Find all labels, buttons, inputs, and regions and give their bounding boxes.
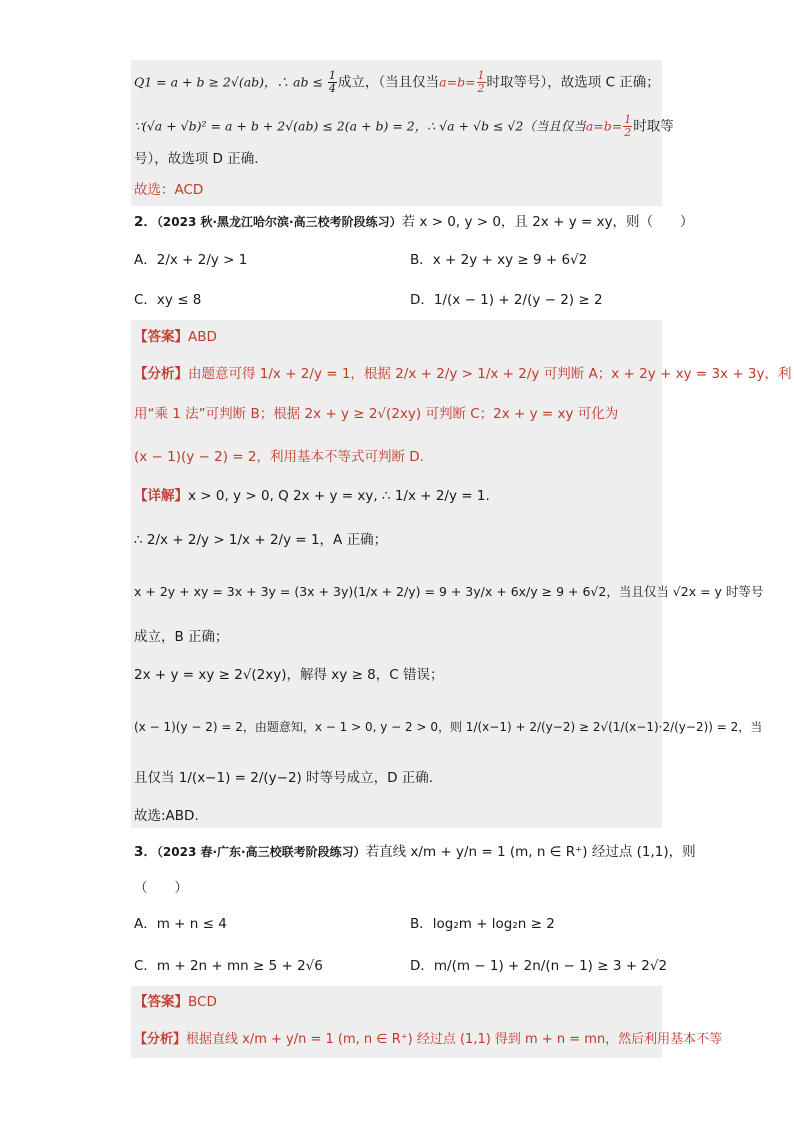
top-line-3: 号），故选项 D 正确. xyxy=(134,151,259,167)
q2-source: （2023 秋·黑龙江哈尔滨·高三校考阶段练习） xyxy=(156,215,402,229)
q3-analysis-text: 根据直线 x/m + y/n = 1 (m, n ∈ R⁺) 经过点 (1,1) 得到 m + n = mn，然后利用基本不等 xyxy=(186,1032,723,1047)
q3-stem-2: （ ） xyxy=(134,880,188,896)
q2-analysis-tag: 【分析】 xyxy=(134,366,188,382)
fraction xyxy=(623,114,632,139)
top-line-1 xyxy=(134,70,660,95)
q2-detail-4: 成立，B 正确； xyxy=(134,629,229,645)
fraction-denominator: 2 xyxy=(624,126,632,139)
fraction-numerator: 1 xyxy=(477,69,485,82)
fraction-numerator: 1 xyxy=(328,69,336,82)
top-line-2-condition: a=b= xyxy=(585,118,623,134)
q2-answer-value: ABD xyxy=(188,329,217,345)
q2-analysis-2: 用“乘 1 法”可判断 B；根据 2x + y ≥ 2√(2xy) 可判断 C；2x + y = xy 可化为 xyxy=(134,406,619,422)
q2-answer-tag: 【答案】 xyxy=(134,329,188,345)
q2-detail-7: 且仅当 1/(x−1) = 2/(y−2) 时等号成立，D 正确. xyxy=(134,770,434,786)
q2-number: 2． xyxy=(134,214,157,230)
q2-choice: 故选:ABD. xyxy=(134,808,199,824)
top-line-1-text: 成立，（当且仅当 xyxy=(337,74,440,91)
fraction-denominator: 2 xyxy=(477,82,485,95)
fraction xyxy=(328,70,337,95)
q3-stem-text: 若直线 x/m + y/n = 1 (m, n ∈ R⁺) 经过点 (1,1)，则 xyxy=(365,844,696,860)
top-line-2 xyxy=(134,114,674,139)
q2-detail-tag: 【详解】 xyxy=(134,488,188,504)
q3-number: 3． xyxy=(134,844,157,860)
q2-detail-3: x + 2y + xy = 3x + 3y = (3x + 3y)(1/x + 2/y) = 9 + 3y/x + 6x/y ≥ 9 + 6√2，当且仅当 √2x = y 时等号 xyxy=(134,584,764,599)
q2-stem-text: 若 x > 0, y > 0，且 2x + y = xy，则（ ） xyxy=(401,214,694,230)
q3-option-c: C．m + 2n + mn ≥ 5 + 2√6 xyxy=(134,958,323,974)
top-line-2-tail: 时取等 xyxy=(633,118,674,135)
q3-option-d: D．m/(m − 1) + 2n/(n − 1) ≥ 3 + 2√2 xyxy=(410,958,668,974)
q2-detail-2: ∴ 2/x + 2/y > 1/x + 2/y = 1，A 正确； xyxy=(134,532,388,548)
q3-analysis-tag: 【分析】 xyxy=(134,1032,187,1047)
q3-answer xyxy=(134,992,217,1012)
q3-option-b: B．log₂m + log₂n ≥ 2 xyxy=(410,916,555,932)
top-line-1-math: Q1 = a + b ≥ 2√(ab)，∴ ab ≤ xyxy=(134,74,327,90)
q2-detail-6: (x − 1)(y − 2) = 2，由题意知，x − 1 > 0, y − 2 > 0，则 1/(x−1) + 2/(y−2) ≥ 2√(1/(x−1)·2/(y−2)) = 2，当 xyxy=(134,720,763,734)
q2-option-a: A．2/x + 2/y > 1 xyxy=(134,252,248,268)
q2-analysis-3: (x − 1)(y − 2) = 2，利用基本不等式可判断 D. xyxy=(134,449,424,465)
q2-option-b: B．x + 2y + xy ≥ 9 + 6√2 xyxy=(410,252,588,268)
q3-source: （2023 春·广东·高三校联考阶段练习） xyxy=(156,845,366,859)
q3-stem xyxy=(134,842,696,862)
q2-detail-5: 2x + y = xy ≥ 2√(2xy)，解得 xy ≥ 8，C 错误； xyxy=(134,667,444,683)
q2-analysis-text: 由题意可得 1/x + 2/y = 1，根据 2/x + 2/y > 1/x + 2/y 可判断 A；x + 2y + xy = 3x + 3y，利 xyxy=(188,366,792,382)
fraction xyxy=(477,70,486,95)
q2-stem xyxy=(134,212,694,232)
q2-option-d: D．1/(x − 1) + 2/(y − 2) ≥ 2 xyxy=(410,292,603,308)
fraction-denominator: 4 xyxy=(328,82,336,95)
top-line-2-math: ∵(√a + √b)² = a + b + 2√(ab) ≤ 2(a + b) = 2，∴ √a + √b ≤ √2（当且仅当 xyxy=(134,118,586,134)
q2-analysis-1 xyxy=(134,364,792,384)
q3-answer-value: BCD xyxy=(188,994,217,1010)
fraction-numerator: 1 xyxy=(624,113,632,126)
q2-detail-1 xyxy=(134,486,490,506)
q2-answer xyxy=(134,327,217,347)
q2-detail-text: x > 0, y > 0, Q 2x + y = xy, ∴ 1/x + 2/y = 1. xyxy=(188,488,490,504)
solution-block-q2 xyxy=(131,320,662,828)
top-choice: 故选：ACD xyxy=(134,182,204,198)
q3-analysis-1 xyxy=(134,1030,722,1050)
top-line-1-condition: a=b= xyxy=(439,74,476,90)
q3-answer-tag: 【答案】 xyxy=(134,994,188,1010)
q3-option-a: A．m + n ≤ 4 xyxy=(134,916,227,932)
top-line-1-tail: 时取等号），故选项 C 正确； xyxy=(486,74,660,91)
q2-option-c: C．xy ≤ 8 xyxy=(134,292,202,308)
